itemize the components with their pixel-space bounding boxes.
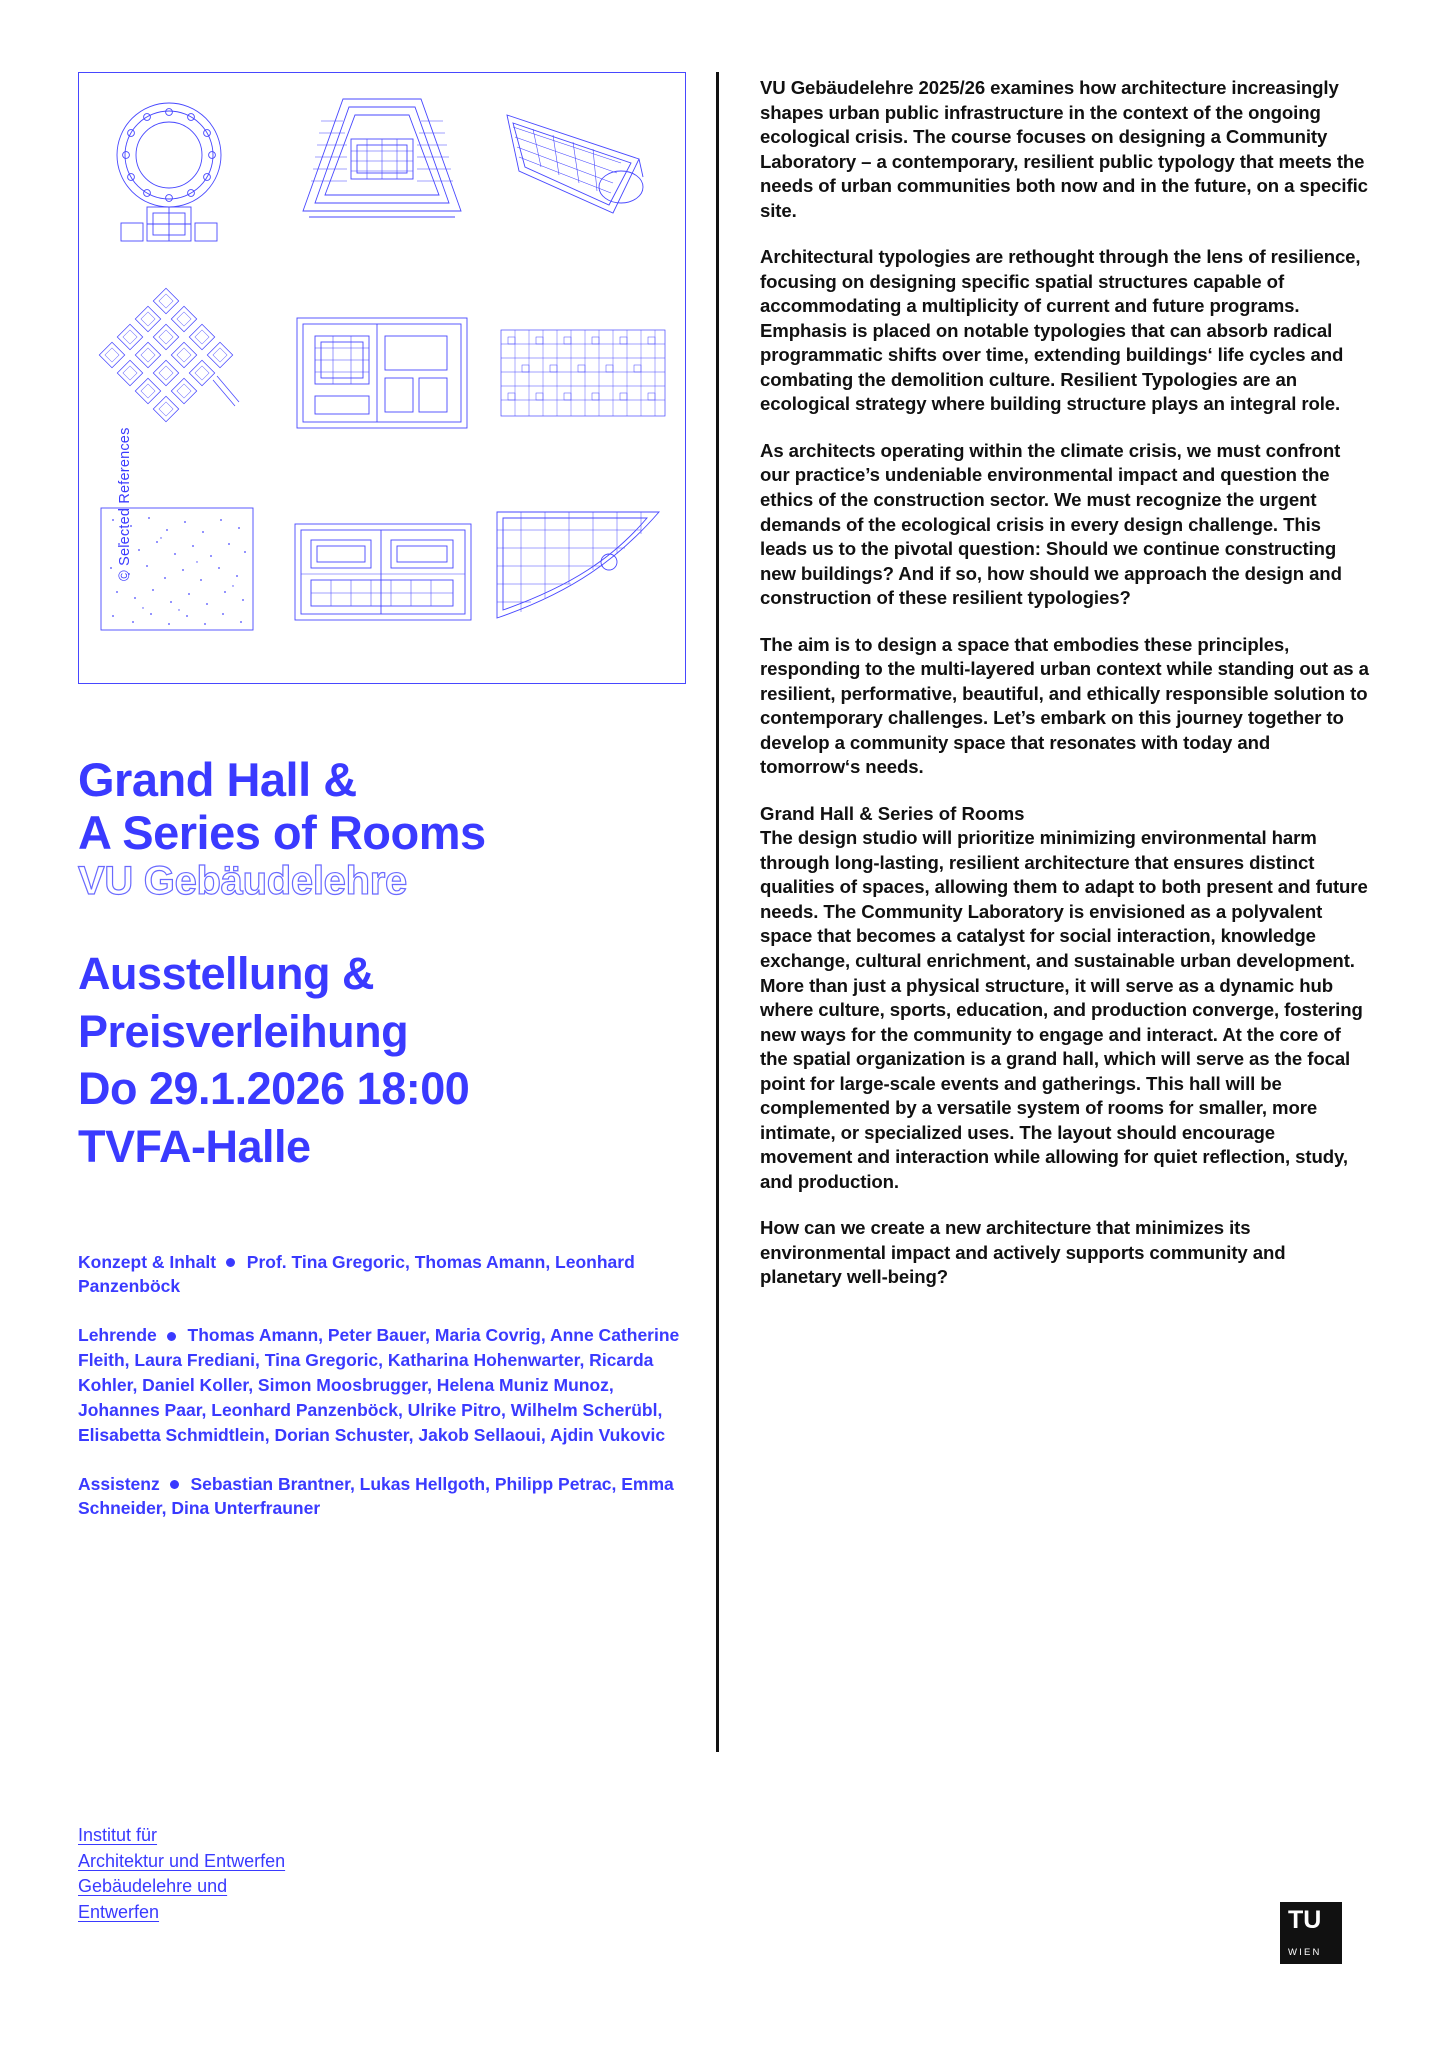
credits-block bbox=[78, 1250, 688, 1522]
reference-drawings-frame bbox=[78, 72, 686, 684]
title-line-2: A Series of Rooms bbox=[78, 805, 486, 859]
drawing-plan-hatched-bands bbox=[483, 276, 685, 479]
bullet-icon bbox=[167, 1332, 176, 1341]
credits-group-assistenz bbox=[78, 1472, 688, 1522]
reference-drawings-grid bbox=[79, 73, 685, 683]
footer-line-1: Institut für bbox=[78, 1825, 158, 1845]
event-line-2: Preisverleihung bbox=[78, 1005, 409, 1057]
title-block bbox=[78, 754, 688, 903]
event-info bbox=[78, 945, 688, 1175]
drawing-plan-theatre bbox=[281, 73, 483, 276]
left-column bbox=[78, 72, 688, 1521]
credits-names: Sebastian Brantner, Lukas Hellgoth, Philipp Petrac, Emma Schneider, Dina Unterfrauner bbox=[78, 1473, 674, 1519]
drawing-plan-fan bbox=[483, 73, 685, 276]
event-line-1: Ausstellung & bbox=[78, 948, 375, 1000]
credits-names: Thomas Amann, Peter Bauer, Maria Covrig, Anne Catherine Fleith, Laura Frediani, Tina Gregoric, Katharina Hohenwarter, Ricarda Kohler, Daniel Koller, Simon Moosbrugger, Helena Muniz Munoz, Johannes Paar, Leonhard Panzenböck, Ulrike Pitro, Wilhelm Scherübl, Elisabetta Schmidtlein, Dorian Schuster, Jakob Sellaoui, Ajdin Vukovic bbox=[78, 1325, 680, 1445]
drawing-plan-stipple-square bbox=[79, 480, 281, 683]
bullet-icon bbox=[226, 1258, 235, 1267]
tu-wien-logo-wien: WIEN bbox=[1288, 1946, 1322, 1958]
body-paragraph-2: Architectural typologies are rethought through the lens of resilience, focusing on designing specific spatial structures capable of accommodating a multiplicity of current and future programs. Emphasis is placed on notable typologies that can absorb radical programmatic shifts over time, extending buildings‘ life cycles and combating the demolition culture. Resilient Typologies are an ecological strategy where building structure plays an integral role. bbox=[760, 246, 1361, 415]
footer-line-3: Gebäudelehre und bbox=[78, 1876, 228, 1897]
body-section-heading: Grand Hall & Series of Rooms bbox=[760, 802, 1025, 824]
credits-role-label: Assistenz bbox=[78, 1473, 160, 1494]
credits-names: Prof. Tina Gregoric, Thomas Amann, Leonhard Panzenböck bbox=[78, 1251, 635, 1297]
credits-role-label: Lehrende bbox=[78, 1325, 157, 1346]
credits-group-lehrende bbox=[78, 1323, 688, 1447]
footer-line-2: Architektur und Entwerfen bbox=[78, 1850, 286, 1871]
body-paragraph-5: The design studio will prioritize minimizing environmental harm through long-lasting, resilient architecture that ensures distinct qualities of spaces, allowing them to adapt to both present and future needs. The Community Laboratory is envisioned as a polyvalent space that becomes a catalyst for social interaction, knowledge exchange, cultural enrichment, and sustainable urban development. More than just a physical structure, it will serve as a dynamic hub where culture, sports, education, and production converge, fostering new ways for the community to engage and interact. At the core of the spatial organization is a grand hall, which will serve as the focal point for large-scale events and gatherings. This hall will be complemented by a versatile system of rooms for smaller, more intimate, or specialized uses. The layout should encourage movement and interaction while allowing for quiet reflection, study, and production. bbox=[760, 827, 1368, 1192]
column-divider bbox=[716, 72, 719, 1752]
institute-footer bbox=[78, 1823, 285, 1925]
right-column bbox=[760, 76, 1370, 1290]
credits-role-label: Konzept & Inhalt bbox=[78, 1251, 217, 1272]
footer-line-4: Entwerfen bbox=[78, 1901, 160, 1922]
body-paragraph-4: The aim is to design a space that embodies these principles, responding to the multi-layered urban context while standing out as a resilient, performative, beautiful, and ethically responsible solution to contemporary challenges. Let’s embark on this journey together to develop a community space that resonates with today and tomorrow‘s needs. bbox=[760, 633, 1369, 778]
tu-wien-logo bbox=[1280, 1902, 1342, 1964]
image-credit: © Selected References bbox=[117, 427, 133, 581]
event-venue: TVFA-Halle bbox=[78, 1121, 311, 1173]
bullet-icon bbox=[170, 1480, 179, 1489]
body-paragraph-6: How can we create a new architecture that minimizes its environmental impact and actively supports community and planetary well-being? bbox=[760, 1217, 1286, 1288]
drawing-plan-rotunda bbox=[79, 73, 281, 276]
drawing-plan-courtyard bbox=[281, 276, 483, 479]
body-paragraph-1: VU Gebäudelehre 2025/26 examines how architecture increasingly shapes urban public infrastructure in the context of the ongoing ecological crisis. The course focuses on designing a Community Laboratory – a contemporary, resilient public typology that meets the needs of urban communities both now and in the future, on a specific site. bbox=[760, 77, 1368, 221]
drawing-plan-halls bbox=[281, 480, 483, 683]
drawing-plan-diagrid bbox=[79, 276, 281, 479]
body-paragraph-3: As architects operating within the climate crisis, we must confront our practice’s undeniable environmental impact and question the ethics of the construction sector. We must recognize the urgent demands of the ecological crisis in every design challenge. This leads us to the pivotal question: Should we continue constructing new buildings? And if so, how should we approach the design and construction of these resilient typologies? bbox=[760, 439, 1342, 609]
title-line-1: Grand Hall & bbox=[78, 753, 357, 806]
credits-group-konzept bbox=[78, 1250, 688, 1300]
poster-title bbox=[78, 754, 688, 859]
drawing-plan-wedge-grid bbox=[483, 480, 685, 683]
event-date-time: Do 29.1.2026 18:00 bbox=[78, 1063, 470, 1115]
tu-wien-logo-tu: TU bbox=[1288, 1906, 1322, 1934]
poster-subtitle: VU Gebäudelehre bbox=[78, 859, 407, 904]
